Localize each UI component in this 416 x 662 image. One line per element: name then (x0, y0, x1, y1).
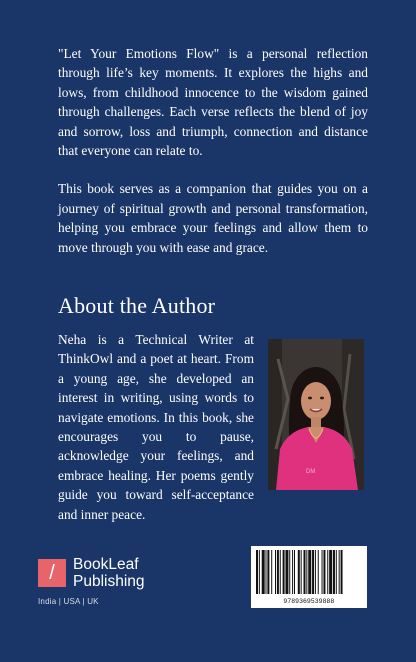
publisher-name (73, 556, 145, 590)
barcode-bar (285, 550, 288, 594)
blurb-paragraph-2: This book serves as a companion that guides you on a journey of spiritual growth and personal transformation, helping you embrace your feelings and allow them to move through you with ease and grace. (58, 181, 368, 255)
barcode-bar (267, 550, 269, 594)
barcode-bar (289, 550, 290, 594)
blurb-paragraph-1: "Let Your Emotions Flow" is a personal reflection through life’s key moments. It explores the highs and lows, from childhood innocence to the wisdom gained through challenges. Each verse reflects the blend of joy and sorrow, loss and triumph, connection and distance that everyone can relate to. (58, 46, 368, 159)
about-author-heading: About the Author (58, 293, 216, 318)
publisher-regions: India | USA | UK (38, 597, 99, 606)
barcode-bar (301, 550, 302, 594)
barcode-bar (322, 550, 323, 594)
barcode-bar (277, 550, 279, 594)
barcode-bar (304, 550, 306, 594)
publisher-slash-icon: / (38, 559, 66, 587)
barcode-bar (308, 550, 311, 594)
book-blurb (58, 44, 368, 276)
barcode-bar (318, 550, 319, 594)
barcode-bar (275, 550, 276, 594)
barcode-bar (323, 550, 325, 594)
barcode-bar (312, 550, 314, 594)
barcode-bar (298, 550, 300, 594)
barcode-bar (339, 550, 340, 594)
author-photo (268, 339, 364, 490)
barcode-bar (315, 550, 316, 594)
barcode-bar (306, 550, 307, 594)
barcode-bar (341, 550, 343, 594)
isbn-number: 9789369539888 (283, 598, 335, 605)
publisher-name-line-1: BookLeaf (73, 556, 139, 573)
barcode-bar (294, 550, 295, 594)
barcode-bar (271, 550, 272, 594)
barcode-bar (327, 550, 328, 594)
publisher-logo (38, 556, 178, 611)
author-bio: Neha is a Technical Writer at ThinkOwl and a poet at heart. From a young age, she developed an interest in writing, using words to navigate emotions. In this book, she encourages you to pause, acknowledge your feelings, and embrace healing. Her poems gently guide you toward self-acceptance and inner peace. (58, 332, 254, 522)
barcode-bar (336, 550, 337, 594)
barcode-bar (262, 550, 265, 594)
barcode-bar (329, 550, 332, 594)
isbn-barcode (251, 546, 367, 608)
barcode-bar (292, 550, 293, 594)
barcode-bar (280, 550, 281, 594)
svg-text:DM: DM (306, 469, 316, 475)
barcode-bar (283, 550, 285, 594)
barcode-bar (333, 550, 335, 594)
publisher-name-line-2: Publishing (73, 573, 145, 590)
barcode-bars (256, 550, 362, 594)
author-portrait-image (268, 339, 364, 490)
barcode-bar (256, 550, 258, 594)
barcode-bar (259, 550, 260, 594)
barcode-bar (266, 550, 267, 594)
